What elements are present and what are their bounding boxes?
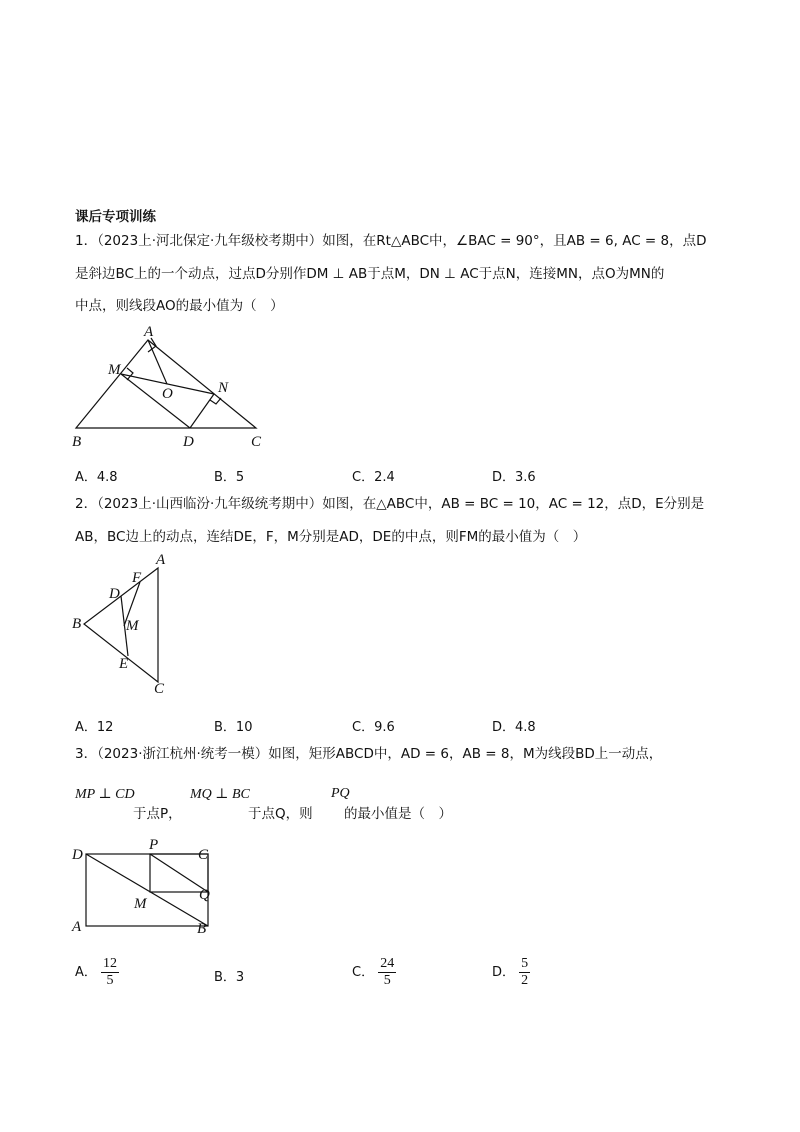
- q3-option-b[interactable]: [214, 966, 244, 985]
- q3-option-a-numerator: 12: [103, 956, 118, 971]
- q3-label-q: Q: [199, 887, 210, 903]
- q1-label-d: D: [183, 434, 194, 450]
- q2-option-a[interactable]: A．12: [75, 720, 114, 735]
- q3-text-foot-q: 于点Q，则: [248, 806, 313, 822]
- q3-option-b-value: 3: [235, 970, 245, 985]
- q3-formula-mq-bc: MQ ⊥ BC: [190, 787, 250, 802]
- q3-label-m: M: [134, 896, 147, 912]
- q2-label-f: F: [132, 570, 142, 586]
- q3-formula-pq: PQ: [331, 786, 350, 801]
- q1-text-line1: 1．（2023上·河北保定·九年级校考期中）如图，在Rt△ABC中，∠BAC = 90°，且AB = 6, AC = 8，点D: [75, 233, 707, 249]
- q1-segment-ao: [148, 340, 167, 384]
- q3-option-c-fraction: [378, 956, 396, 989]
- q1-figure: [60, 322, 300, 452]
- q2-option-b[interactable]: B．10: [214, 720, 253, 735]
- q3-option-a[interactable]: [75, 956, 119, 989]
- q2-label-a: A: [156, 552, 166, 568]
- q3-option-a-denominator: 5: [101, 972, 119, 989]
- q2-label-b: B: [72, 616, 82, 632]
- q3-diagonal-bd: [86, 854, 208, 926]
- q3-option-c-denominator: 5: [378, 972, 396, 989]
- q1-text-line2: 是斜边BC上的一个动点，过点D分别作DM ⊥ AB于点M，DN ⊥ AC于点N，连接MN，点O为MN的: [75, 266, 665, 282]
- q3-option-d[interactable]: [492, 956, 530, 989]
- q1-option-b[interactable]: B．5: [214, 470, 245, 485]
- q1-segment-md: [121, 374, 190, 428]
- q2-option-d[interactable]: D．4.8: [492, 720, 536, 735]
- q3-option-d-denominator: 2: [521, 973, 529, 988]
- q1-option-a[interactable]: A．4.8: [75, 470, 118, 485]
- q1-option-c[interactable]: C．2.4: [352, 470, 395, 485]
- q3-formula-mp-cd: MP ⊥ CD: [75, 787, 135, 802]
- section-title: 课后专项训练: [75, 209, 156, 225]
- q1-segment-dn: [190, 394, 214, 428]
- q3-option-b-letter: B．: [214, 970, 236, 985]
- q2-label-d: D: [109, 586, 120, 602]
- q1-label-o: O: [162, 386, 173, 402]
- q3-label-b: B: [197, 921, 207, 937]
- q3-label-p: P: [149, 837, 159, 853]
- q3-label-d: D: [72, 847, 83, 863]
- q3-option-d-numerator: 5: [521, 956, 529, 971]
- q3-option-d-letter: D．: [492, 965, 516, 980]
- q1-label-n: N: [218, 380, 229, 396]
- q3-option-a-letter: A．: [75, 965, 97, 980]
- q3-text-foot-p: 于点P，: [133, 806, 182, 822]
- q2-label-c: C: [154, 681, 165, 697]
- q1-right-angle-m: [127, 368, 133, 380]
- q1-option-d[interactable]: D．3.6: [492, 470, 536, 485]
- q1-label-b: B: [72, 434, 82, 450]
- q1-label-a: A: [144, 324, 154, 340]
- q2-figure: [66, 552, 186, 700]
- q3-option-a-fraction: [101, 956, 119, 989]
- q3-label-a: A: [72, 919, 82, 935]
- q2-label-e: E: [119, 656, 129, 672]
- q1-label-c: C: [251, 434, 262, 450]
- q3-text-min-value: 的最小值是（ ）: [344, 806, 452, 822]
- q3-text-line1: 3．（2023·浙江杭州·统考一模）如图，矩形ABCD中，AD = 6，AB = 8，M为线段BD上一动点，: [75, 746, 663, 762]
- q2-text-line2: AB，BC边上的动点，连结DE，F，M分别是AD，DE的中点，则FM的最小值为（ ）: [75, 529, 587, 545]
- q3-option-c-letter: C．: [352, 965, 375, 980]
- q3-label-c: C: [198, 847, 209, 863]
- q1-text-line3: 中点，则线段AO的最小值为（ ）: [75, 298, 284, 314]
- q3-figure: [66, 836, 226, 938]
- q2-option-c[interactable]: C．9.6: [352, 720, 395, 735]
- q3-option-d-fraction: [519, 956, 530, 989]
- q2-label-m: M: [126, 618, 139, 634]
- q1-label-m: M: [108, 362, 121, 378]
- q3-option-c[interactable]: [352, 956, 396, 989]
- q2-text-line1: 2．（2023上·山西临汾·九年级统考期中）如图，在△ABC中，AB = BC = 10，AC = 12，点D，E分别是: [75, 496, 705, 512]
- q3-option-c-numerator: 24: [380, 956, 395, 971]
